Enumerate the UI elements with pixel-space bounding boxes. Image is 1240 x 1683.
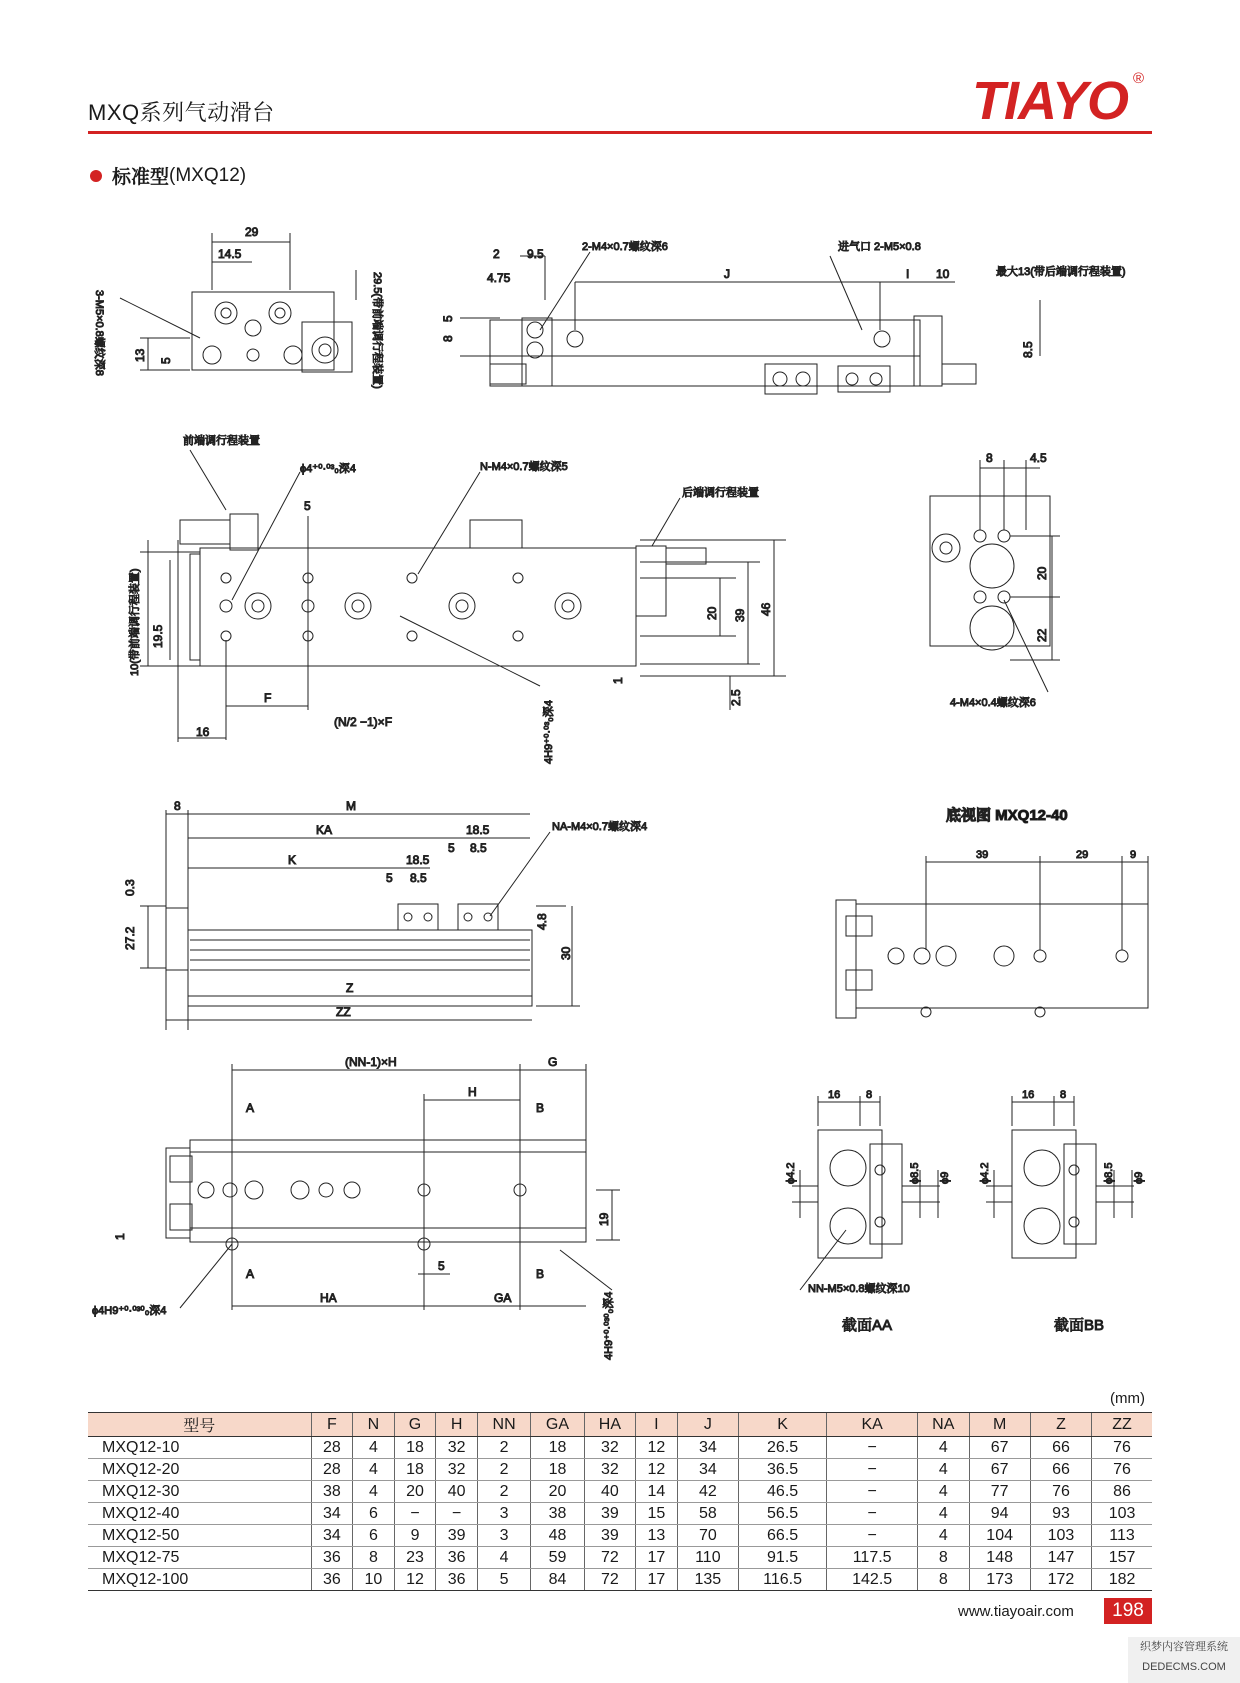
section-bb-title: 截面BB	[1054, 1317, 1105, 1334]
table-cell: 4	[477, 1547, 530, 1569]
table-cell: 91.5	[739, 1547, 827, 1569]
note-rear-adjuster: 后端调行程装置	[682, 487, 759, 499]
dim-18-5a: 18.5	[466, 823, 490, 837]
dim-phi8-5b: ϕ8.5	[1103, 1162, 1115, 1184]
table-cell: 38	[311, 1481, 353, 1503]
bottom-view-title: 底视图 MXQ12-40	[946, 807, 1068, 824]
table-cell-model: MXQ12-40	[88, 1503, 311, 1525]
table-cell: 84	[531, 1569, 584, 1591]
table-cell: 32	[584, 1459, 635, 1481]
table-cell: 14	[636, 1481, 678, 1503]
table-cell: 76	[1092, 1437, 1152, 1459]
dim-29b: 29	[1076, 849, 1089, 861]
col-g: G	[394, 1413, 436, 1437]
dim-1: 1	[611, 677, 625, 684]
table-cell: 15	[636, 1503, 678, 1525]
table-cell: 36	[311, 1569, 353, 1591]
dim-5b: 5	[441, 315, 455, 322]
dim-19: 19	[597, 1212, 611, 1226]
table-cell: 72	[584, 1547, 635, 1569]
table-cell: 76	[1030, 1481, 1091, 1503]
table-cell: 4	[918, 1459, 969, 1481]
dim-18-5b: 18.5	[406, 853, 430, 867]
dim-1b: 1	[113, 1233, 127, 1240]
col-ha: HA	[584, 1413, 635, 1437]
dim-16: 16	[196, 725, 210, 739]
dim-ha: HA	[320, 1291, 337, 1305]
table-cell: 117.5	[827, 1547, 918, 1569]
watermark: 织梦内容管理系统 DEDECMS.COM	[1128, 1637, 1240, 1683]
section-aa-title: 截面AA	[842, 1317, 893, 1334]
note-4h9: 4H9⁺⁰·⁰³₀深4	[543, 700, 555, 764]
dim-phi8-5a: ϕ8.5	[909, 1162, 921, 1184]
dim-30: 30	[559, 946, 573, 960]
table-cell: 3	[477, 1503, 530, 1525]
table-cell: 66.5	[739, 1525, 827, 1547]
table-cell: 103	[1030, 1525, 1091, 1547]
footer-url: www.tiayoair.com	[958, 1603, 1074, 1620]
table-cell: 157	[1092, 1547, 1152, 1569]
table-cell: 23	[394, 1547, 436, 1569]
note-phi4-hole: ϕ4⁺⁰·⁰³₀深4	[300, 463, 356, 475]
dim-39: 39	[733, 608, 747, 622]
dim-46: 46	[759, 602, 773, 616]
table-cell: 6	[353, 1503, 395, 1525]
note-2-m4-thread: 2-M4×0.7螺纹深6	[582, 241, 668, 253]
table-cell: 36	[311, 1547, 353, 1569]
dim-i: I	[906, 267, 910, 281]
note-front-stroke-10: 10(带前端调行程装置)	[129, 568, 141, 676]
table-cell: 26.5	[739, 1437, 827, 1459]
table-cell: 32	[436, 1459, 478, 1481]
table-cell: 39	[584, 1503, 635, 1525]
table-cell: 28	[311, 1459, 353, 1481]
table-cell: 34	[677, 1437, 738, 1459]
section-aa-drawing	[792, 1096, 940, 1290]
label-b-bottom: B	[536, 1267, 545, 1281]
col-m: M	[969, 1413, 1030, 1437]
units-label: (mm)	[1110, 1390, 1145, 1407]
dim-j: J	[724, 267, 730, 281]
table-cell: −	[827, 1503, 918, 1525]
label-a-top: A	[246, 1101, 255, 1115]
col-j: J	[677, 1413, 738, 1437]
note-n-m4-thread: N-M4×0.7螺纹深5	[480, 461, 568, 473]
table-cell: 103	[1092, 1503, 1152, 1525]
dim-10: 10	[936, 267, 950, 281]
table-cell: 40	[584, 1481, 635, 1503]
table-cell-model: MXQ12-10	[88, 1437, 311, 1459]
table-cell: 4	[353, 1481, 395, 1503]
col-h: H	[436, 1413, 478, 1437]
table-cell: 94	[969, 1503, 1030, 1525]
dim-14-5: 14.5	[218, 247, 242, 261]
table-cell: −	[436, 1503, 478, 1525]
col-n: N	[353, 1413, 395, 1437]
note-4-m4-thread: 4-M4×0.4螺纹深6	[950, 697, 1036, 709]
note-phi4h9-hole: ϕ4H9⁺⁰·⁰³⁰₀深4	[92, 1305, 167, 1317]
table-row	[88, 1547, 1152, 1569]
dim-27-2: 27.2	[123, 926, 137, 950]
table-row	[88, 1503, 1152, 1525]
col-na: NA	[918, 1413, 969, 1437]
dim-20b: 20	[1035, 566, 1049, 580]
side-view-dims	[140, 810, 580, 1030]
table-cell: 72	[584, 1569, 635, 1591]
table-cell: 8	[353, 1547, 395, 1569]
col-model: 型号	[88, 1413, 311, 1437]
dim-m: M	[346, 799, 356, 813]
table-cell: 48	[531, 1525, 584, 1547]
table-cell: 93	[1030, 1503, 1091, 1525]
table-header-row	[88, 1413, 1152, 1437]
table-cell: −	[394, 1503, 436, 1525]
table-cell: 12	[636, 1437, 678, 1459]
dim-8c: 8	[174, 799, 181, 813]
table-row	[88, 1569, 1152, 1591]
table-cell: 86	[1092, 1481, 1152, 1503]
table-cell: 77	[969, 1481, 1030, 1503]
table-cell: 39	[436, 1525, 478, 1547]
table-cell-model: MXQ12-50	[88, 1525, 311, 1547]
table-cell: −	[827, 1459, 918, 1481]
col-ga: GA	[531, 1413, 584, 1437]
table-cell: 17	[636, 1547, 678, 1569]
label-a-bottom: A	[246, 1267, 255, 1281]
table-cell: 38	[531, 1503, 584, 1525]
col-z: Z	[1030, 1413, 1091, 1437]
table-cell: 34	[677, 1459, 738, 1481]
dim-nn-h: (NN-1)×H	[345, 1055, 397, 1069]
dim-phi9b: ϕ9	[1133, 1171, 1145, 1184]
dim-8e: 8	[1060, 1089, 1067, 1101]
table-cell: 34	[311, 1525, 353, 1547]
table-cell: 36	[436, 1547, 478, 1569]
dim-8b: 8	[986, 451, 993, 465]
table-cell: 173	[969, 1569, 1030, 1591]
dim-22: 22	[1035, 628, 1049, 642]
table-row	[88, 1525, 1152, 1547]
table-cell: −	[827, 1481, 918, 1503]
table-cell: 116.5	[739, 1569, 827, 1591]
table-row	[88, 1437, 1152, 1459]
table-cell: 4	[918, 1437, 969, 1459]
dim-k: K	[288, 853, 297, 867]
table-cell: 148	[969, 1547, 1030, 1569]
dim-29: 29	[245, 225, 259, 239]
table-cell: 6	[353, 1525, 395, 1547]
table-cell: 32	[436, 1437, 478, 1459]
table-cell: 10	[353, 1569, 395, 1591]
formula-n-f: (N/2 −1)×F	[334, 715, 393, 729]
table-cell: 42	[677, 1481, 738, 1503]
dim-4-75: 4.75	[487, 271, 511, 285]
dim-13: 13	[133, 348, 147, 362]
dim-8-5: 8.5	[1021, 341, 1035, 358]
table-cell: −	[827, 1437, 918, 1459]
brand-logo: TIAYO	[972, 71, 1128, 131]
side-view-top-right	[460, 252, 1040, 394]
table-cell: 182	[1092, 1569, 1152, 1591]
table-row	[88, 1459, 1152, 1481]
table-cell: 142.5	[827, 1569, 918, 1591]
dim-39b: 39	[976, 849, 989, 861]
spec-table	[88, 1412, 1152, 1591]
dim-phi9a: ϕ9	[939, 1171, 951, 1184]
table-cell: 67	[969, 1437, 1030, 1459]
table-cell: 13	[636, 1525, 678, 1547]
table-cell: 2	[477, 1481, 530, 1503]
dim-z: Z	[346, 981, 354, 995]
dim-8-5a: 8.5	[470, 841, 487, 855]
dim-g: G	[548, 1055, 558, 1069]
table-cell: 12	[394, 1569, 436, 1591]
table-cell: 36.5	[739, 1459, 827, 1481]
table-cell-model: MXQ12-100	[88, 1569, 311, 1591]
dim-5e: 5	[386, 871, 393, 885]
lower-left-view	[166, 1064, 620, 1310]
dim-5f: 5	[438, 1259, 445, 1273]
dim-8: 8	[441, 335, 455, 342]
dim-zz: ZZ	[336, 1005, 351, 1019]
dim-2-5: 2.5	[729, 689, 743, 706]
table-cell: 18	[394, 1437, 436, 1459]
table-cell: 4	[918, 1503, 969, 1525]
table-cell: 66	[1030, 1459, 1091, 1481]
table-cell: 5	[477, 1569, 530, 1591]
table-cell: 20	[394, 1481, 436, 1503]
table-cell: 67	[969, 1459, 1030, 1481]
table-cell: −	[827, 1525, 918, 1547]
dim-16a: 16	[828, 1089, 841, 1101]
section-title: 标准型	[112, 167, 170, 188]
dim-f: F	[264, 691, 272, 705]
dim-h: H	[468, 1085, 477, 1099]
note-air-port: 进气口 2-M5×0.8	[838, 241, 921, 253]
col-f: F	[311, 1413, 353, 1437]
table-cell: 8	[918, 1569, 969, 1591]
table-cell: 104	[969, 1525, 1030, 1547]
table-cell: 12	[636, 1459, 678, 1481]
page-number: 198	[1104, 1598, 1152, 1624]
label-b-top: B	[536, 1101, 545, 1115]
table-cell: 18	[394, 1459, 436, 1481]
col-k: K	[739, 1413, 827, 1437]
note-4h9b: 4H9⁺⁰·⁰³⁰₀深4	[603, 1291, 615, 1360]
note-nn-m5-thread: NN-M5×0.8螺纹深10	[808, 1283, 910, 1295]
table-cell: 9	[394, 1525, 436, 1547]
dim-0-3: 0.3	[123, 879, 137, 896]
table-cell: 2	[477, 1437, 530, 1459]
bottom-view-drawing	[836, 856, 1148, 1018]
table-cell: 34	[311, 1503, 353, 1525]
table-cell: 20	[531, 1481, 584, 1503]
table-cell: 70	[677, 1525, 738, 1547]
spec-table-body	[88, 1437, 1152, 1591]
table-row	[88, 1481, 1152, 1503]
table-cell-model: MXQ12-30	[88, 1481, 311, 1503]
table-cell-model: MXQ12-20	[88, 1459, 311, 1481]
table-cell: 39	[584, 1525, 635, 1547]
dim-ga: GA	[494, 1291, 512, 1305]
col-ka: KA	[827, 1413, 918, 1437]
dim-19-5: 19.5	[151, 624, 165, 648]
dim-5c: 5	[304, 499, 311, 513]
note-na-m4-thread: NA-M4×0.7螺纹深4	[552, 821, 648, 833]
table-cell: 2	[477, 1459, 530, 1481]
dim-phi4-2a: ϕ4.2	[785, 1162, 797, 1184]
table-cell: 113	[1092, 1525, 1152, 1547]
note-3-m5-thread: 3-M5×0.8螺纹深8	[93, 290, 105, 376]
note-front-adjuster: 前端调行程装置	[183, 435, 260, 447]
dim-2: 2	[493, 247, 500, 261]
table-cell: 40	[436, 1481, 478, 1503]
col-nn: NN	[477, 1413, 530, 1437]
dim-4-5: 4.5	[1030, 451, 1047, 465]
dim-5d: 5	[448, 841, 455, 855]
table-cell: 56.5	[739, 1503, 827, 1525]
dim-16b: 16	[1022, 1089, 1035, 1101]
table-cell: 110	[677, 1547, 738, 1569]
dim-8d: 8	[866, 1089, 873, 1101]
table-cell: 58	[677, 1503, 738, 1525]
table-cell: 46.5	[739, 1481, 827, 1503]
table-cell: 18	[531, 1437, 584, 1459]
table-cell-model: MXQ12-75	[88, 1547, 311, 1569]
table-cell: 3	[477, 1525, 530, 1547]
table-cell: 135	[677, 1569, 738, 1591]
table-cell: 32	[584, 1437, 635, 1459]
section-model: (MXQ12)	[169, 164, 247, 186]
table-cell: 4	[918, 1525, 969, 1547]
table-cell: 18	[531, 1459, 584, 1481]
dim-ka: KA	[316, 823, 333, 837]
note-max-13: 最大13(带后端调行程装置)	[996, 266, 1126, 278]
dim-4-8: 4.8	[535, 913, 549, 930]
table-cell: 4	[918, 1481, 969, 1503]
dim-20: 20	[705, 606, 719, 620]
dim-9b: 9	[1130, 849, 1137, 861]
table-cell: 172	[1030, 1569, 1091, 1591]
table-cell: 17	[636, 1569, 678, 1591]
table-cell: 36	[436, 1569, 478, 1591]
note-stroke-front: 29.5(带前端调行程装置)	[371, 272, 383, 389]
table-cell: 4	[353, 1459, 395, 1481]
dim-9-5: 9.5	[527, 247, 544, 261]
table-cell: 59	[531, 1547, 584, 1569]
table-cell: 8	[918, 1547, 969, 1569]
table-cell: 28	[311, 1437, 353, 1459]
col-i: I	[636, 1413, 678, 1437]
dim-phi4-2b: ϕ4.2	[979, 1162, 991, 1184]
table-cell: 76	[1092, 1459, 1152, 1481]
page-title: MXQ系列气动滑台	[88, 100, 275, 125]
table-cell: 4	[353, 1437, 395, 1459]
registered-mark: ®	[1133, 70, 1145, 87]
dim-8-5b: 8.5	[410, 871, 427, 885]
dim-5: 5	[159, 357, 173, 364]
table-cell: 66	[1030, 1437, 1091, 1459]
col-zz: ZZ	[1092, 1413, 1152, 1437]
table-cell: 147	[1030, 1547, 1091, 1569]
